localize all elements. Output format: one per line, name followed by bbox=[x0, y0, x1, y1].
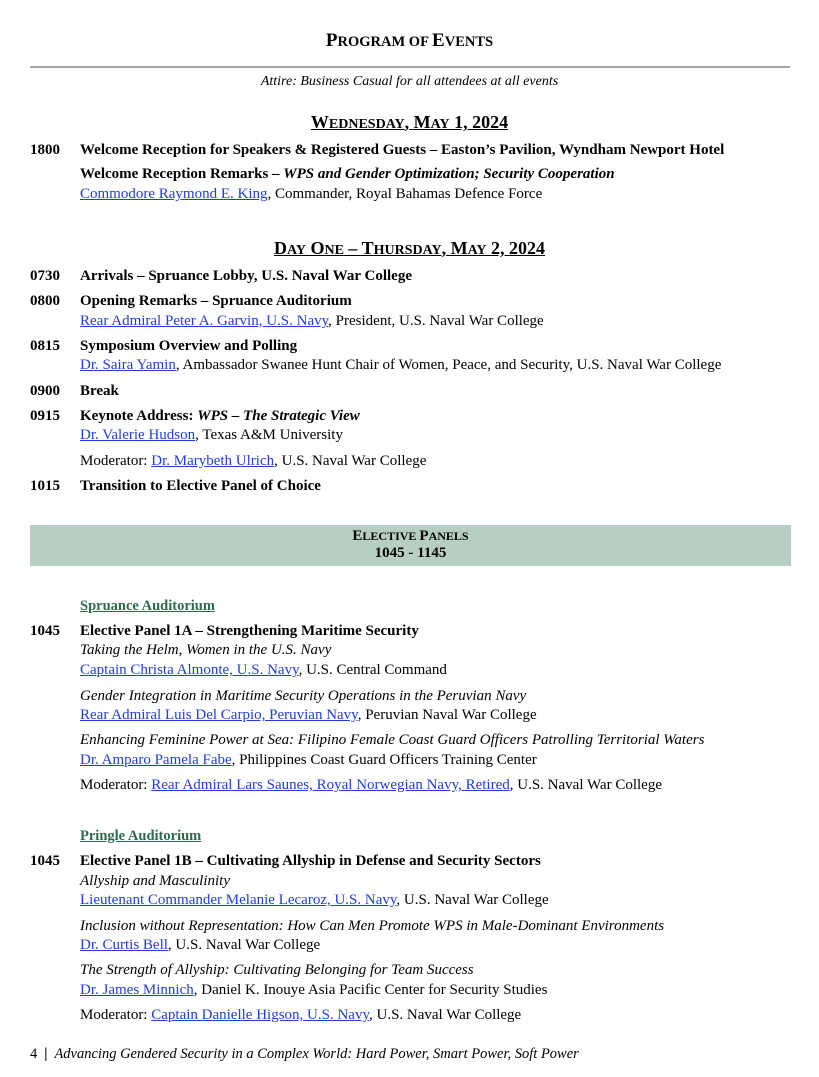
venue-spruance: Spruance Auditorium bbox=[80, 598, 215, 614]
page-title: PROGRAM OF EVENTS bbox=[325, 30, 494, 51]
schedule-time: 0800 bbox=[30, 293, 60, 309]
schedule-time: 0900 bbox=[30, 383, 60, 399]
elective-panels-hours: 1045 - 1145 bbox=[374, 545, 447, 561]
page-number: 4 bbox=[30, 1046, 38, 1062]
speaker-link[interactable]: Dr. Amparo Pamela Fabe bbox=[80, 752, 232, 768]
wednesday-time: 1800 bbox=[30, 142, 60, 158]
panel-time: 1045 bbox=[30, 853, 60, 869]
talk-topic: Allyship and Masculinity bbox=[80, 873, 230, 889]
schedule-title: Opening Remarks – Spruance Auditorium bbox=[80, 293, 352, 309]
talk-speaker: Dr. Amparo Pamela Fabe, Philippines Coast Guard Officers Training Center bbox=[80, 752, 537, 768]
attire-note: Attire: Business Casual for all attendees at all events bbox=[260, 74, 559, 89]
footer-separator: | bbox=[44, 1046, 48, 1062]
speaker-link[interactable]: Dr. Saira Yamin bbox=[80, 357, 176, 373]
schedule-time: 1015 bbox=[30, 478, 60, 494]
talk-speaker: Dr. James Minnich, Daniel K. Inouye Asia Pacific Center for Security Studies bbox=[80, 982, 548, 998]
welcome-reception: Welcome Reception for Speakers & Registered Guests – Easton’s Pavilion, Wyndham Newport Hotel bbox=[80, 142, 725, 158]
schedule-speaker: Dr. Valerie Hudson, Texas A&M University bbox=[80, 427, 343, 443]
title-divider bbox=[30, 66, 790, 68]
wednesday-heading: WEDNESDAY, MAY 1, 2024 bbox=[310, 112, 509, 132]
schedule-title: Keynote Address: WPS – The Strategic View bbox=[80, 408, 360, 424]
talk-topic: Gender Integration in Maritime Security Operations in the Peruvian Navy bbox=[80, 688, 527, 704]
talk-speaker: Dr. Curtis Bell, U.S. Naval War College bbox=[80, 937, 321, 953]
talk-topic: Inclusion without Representation: How Can Men Promote WPS in Male-Dominant Environments bbox=[80, 918, 665, 934]
panel-moderator: Moderator: Captain Danielle Higson, U.S. Navy, U.S. Naval War College bbox=[80, 1007, 522, 1023]
moderator-link[interactable]: Captain Danielle Higson, U.S. Navy bbox=[151, 1007, 369, 1023]
talk-speaker: Rear Admiral Luis Del Carpio, Peruvian Navy, Peruvian Naval War College bbox=[80, 707, 537, 723]
welcome-remarks: Welcome Reception Remarks – WPS and Gender Optimization; Security Cooperation bbox=[80, 166, 615, 182]
schedule-title: Transition to Elective Panel of Choice bbox=[80, 478, 321, 494]
speaker-link[interactable]: Captain Christa Almonte, U.S. Navy bbox=[80, 662, 299, 678]
day-one-heading: DAY ONE – THURSDAY, MAY 2, 2024 bbox=[274, 238, 545, 258]
speaker-link[interactable]: Commodore Raymond E. King bbox=[80, 186, 268, 202]
talk-speaker: Captain Christa Almonte, U.S. Navy, U.S. Central Command bbox=[80, 662, 447, 678]
speaker-link[interactable]: Dr. Valerie Hudson bbox=[80, 427, 196, 443]
schedule-time: 0915 bbox=[30, 408, 60, 424]
schedule-title: Symposium Overview and Polling bbox=[80, 338, 298, 354]
elective-panels-title: ELECTIVE PANELS bbox=[352, 528, 469, 544]
speaker-link[interactable]: Rear Admiral Peter A. Garvin, U.S. Navy bbox=[80, 313, 329, 329]
schedule-title: Arrivals – Spruance Lobby, U.S. Naval War College bbox=[80, 268, 412, 284]
speaker-link[interactable]: Lieutenant Commander Melanie Lecaroz, U.S. Navy bbox=[80, 892, 397, 908]
moderator-link[interactable]: Rear Admiral Lars Saunes, Royal Norwegian Navy, Retired bbox=[151, 777, 510, 793]
talk-topic: Enhancing Feminine Power at Sea: Filipino Female Coast Guard Officers Patrolling Territorial Waters bbox=[80, 732, 705, 748]
schedule-title: Break bbox=[80, 383, 119, 399]
talk-topic: The Strength of Allyship: Cultivating Belonging for Team Success bbox=[80, 962, 474, 978]
schedule-speaker: Rear Admiral Peter A. Garvin, U.S. Navy, President, U.S. Naval War College bbox=[80, 313, 544, 329]
welcome-speaker: Commodore Raymond E. King, Commander, Royal Bahamas Defence Force bbox=[80, 186, 543, 202]
panel-moderator: Moderator: Rear Admiral Lars Saunes, Royal Norwegian Navy, Retired, U.S. Naval War College bbox=[80, 777, 662, 793]
speaker-link[interactable]: Dr. James Minnich bbox=[80, 982, 194, 998]
speaker-link[interactable]: Rear Admiral Luis Del Carpio, Peruvian Navy bbox=[80, 707, 358, 723]
speaker-link[interactable]: Dr. Curtis Bell bbox=[80, 937, 168, 953]
panel-1a-title: Elective Panel 1A – Strengthening Maritime Security bbox=[80, 623, 419, 639]
schedule-moderator: Moderator: Dr. Marybeth Ulrich, U.S. Naval War College bbox=[80, 453, 427, 469]
page-footer bbox=[30, 1046, 579, 1063]
venue-pringle: Pringle Auditorium bbox=[80, 828, 202, 844]
footer-text: Advancing Gendered Security in a Complex World: Hard Power, Smart Power, Soft Power bbox=[54, 1046, 579, 1062]
schedule-speaker: Dr. Saira Yamin, Ambassador Swanee Hunt Chair of Women, Peace, and Security, U.S. Naval War College bbox=[80, 357, 722, 373]
talk-topic: Taking the Helm, Women in the U.S. Navy bbox=[80, 642, 332, 658]
elective-panels-banner bbox=[30, 525, 791, 566]
schedule-time: 0815 bbox=[30, 338, 60, 354]
talk-speaker: Lieutenant Commander Melanie Lecaroz, U.S. Navy, U.S. Naval War College bbox=[80, 892, 549, 908]
schedule-time: 0730 bbox=[30, 268, 60, 284]
moderator-link[interactable]: Dr. Marybeth Ulrich bbox=[151, 453, 275, 469]
panel-1b-title: Elective Panel 1B – Cultivating Allyship in Defense and Security Sectors bbox=[80, 853, 541, 869]
panel-time: 1045 bbox=[30, 623, 60, 639]
